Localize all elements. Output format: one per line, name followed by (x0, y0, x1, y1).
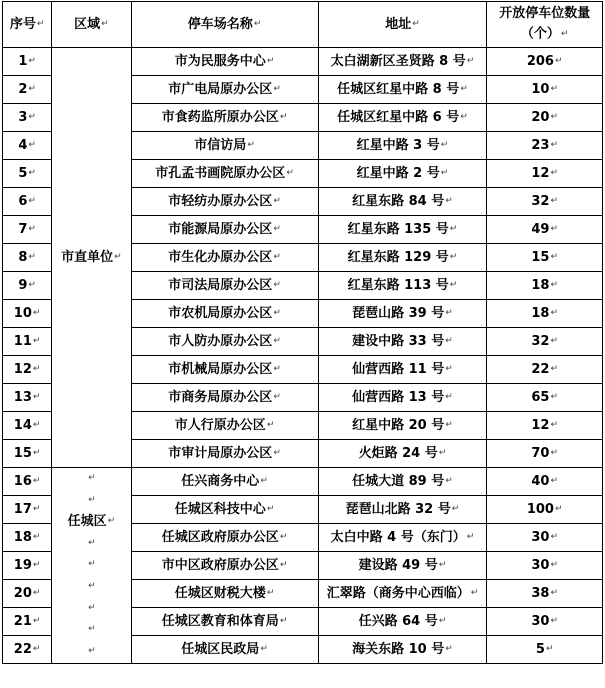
row-name: 任城区教育和体育局↵ (131, 608, 318, 636)
row-address: 红星中路 2 号↵ (318, 160, 487, 188)
row-address: 仙营西路 13 号↵ (318, 384, 487, 412)
row-seq: 15↵ (3, 440, 52, 468)
row-address: 红星东路 129 号↵ (318, 244, 487, 272)
row-address: 红星东路 135 号↵ (318, 216, 487, 244)
row-count: 30↵ (487, 552, 603, 580)
row-seq: 21↵ (3, 608, 52, 636)
row-address: 任城区红星中路 6 号↵ (318, 104, 487, 132)
row-count: 32↵ (487, 188, 603, 216)
row-count: 30↵ (487, 608, 603, 636)
row-seq: 18↵ (3, 524, 52, 552)
row-address: 琵琶山路 39 号↵ (318, 300, 487, 328)
row-name: 市信访局↵ (131, 132, 318, 160)
row-name: 任城区财税大楼↵ (131, 580, 318, 608)
row-seq: 5↵ (3, 160, 52, 188)
row-name: 市食药监所原办公区↵ (131, 104, 318, 132)
row-seq: 20↵ (3, 580, 52, 608)
row-name: 任兴商务中心↵ (131, 468, 318, 496)
row-count: 32↵ (487, 328, 603, 356)
row-name: 市司法局原办公区↵ (131, 272, 318, 300)
row-address: 火炬路 24 号↵ (318, 440, 487, 468)
row-seq: 3↵ (3, 104, 52, 132)
row-seq: 22↵ (3, 636, 52, 664)
table-row (3, 48, 603, 76)
row-address: 红星东路 84 号↵ (318, 188, 487, 216)
row-name: 任城区民政局↵ (131, 636, 318, 664)
row-count: 22↵ (487, 356, 603, 384)
row-seq: 2↵ (3, 76, 52, 104)
row-address: 任兴路 64 号↵ (318, 608, 487, 636)
row-name: 任城区政府原办公区↵ (131, 524, 318, 552)
row-address: 琵琶山北路 32 号↵ (318, 496, 487, 524)
area-cell-city: 市直单位↵ (52, 48, 131, 468)
row-count: 12↵ (487, 160, 603, 188)
row-name: 市为民服务中心↵ (131, 48, 318, 76)
header-row (3, 2, 603, 48)
row-address: 仙营西路 11 号↵ (318, 356, 487, 384)
row-seq: 11↵ (3, 328, 52, 356)
row-name: 市农机局原办公区↵ (131, 300, 318, 328)
row-address: 建设中路 33 号↵ (318, 328, 487, 356)
row-count: 49↵ (487, 216, 603, 244)
row-address: 建设路 49 号↵ (318, 552, 487, 580)
row-address: 汇翠路（商务中心西临）↵ (318, 580, 487, 608)
row-count: 23↵ (487, 132, 603, 160)
row-name: 市人防办原办公区↵ (131, 328, 318, 356)
row-count: 18↵ (487, 272, 603, 300)
row-count: 20↵ (487, 104, 603, 132)
row-address: 海关东路 10 号↵ (318, 636, 487, 664)
row-name: 任城区科技中心↵ (131, 496, 318, 524)
row-address: 任城区红星中路 8 号↵ (318, 76, 487, 104)
header-seq: 序号↵ (3, 2, 52, 48)
row-seq: 13↵ (3, 384, 52, 412)
header-area: 区域↵ (52, 2, 131, 48)
row-seq: 19↵ (3, 552, 52, 580)
area-cell-rencheng: ↵ ↵ 任城区↵ ↵ ↵ ↵ ↵ ↵ ↵ (52, 468, 131, 664)
row-count: 18↵ (487, 300, 603, 328)
row-seq: 1↵ (3, 48, 52, 76)
row-seq: 17↵ (3, 496, 52, 524)
header-count: 开放停车位数量 （个）↵ (487, 2, 603, 48)
row-name: 市中区政府原办公区↵ (131, 552, 318, 580)
row-address: 红星中路 3 号↵ (318, 132, 487, 160)
row-seq: 16↵ (3, 468, 52, 496)
row-seq: 9↵ (3, 272, 52, 300)
row-count: 70↵ (487, 440, 603, 468)
row-name: 市商务局原办公区↵ (131, 384, 318, 412)
row-count: 15↵ (487, 244, 603, 272)
row-seq: 14↵ (3, 412, 52, 440)
row-seq: 8↵ (3, 244, 52, 272)
row-address: 红星东路 113 号↵ (318, 272, 487, 300)
parking-table (2, 1, 603, 664)
row-count: 100↵ (487, 496, 603, 524)
row-address: 太白中路 4 号（东门）↵ (318, 524, 487, 552)
row-name: 市能源局原办公区↵ (131, 216, 318, 244)
row-name: 市孔孟书画院原办公区↵ (131, 160, 318, 188)
row-seq: 4↵ (3, 132, 52, 160)
row-count: 10↵ (487, 76, 603, 104)
table-body (3, 48, 603, 664)
row-name: 市广电局原办公区↵ (131, 76, 318, 104)
row-address: 太白湖新区圣贤路 8 号↵ (318, 48, 487, 76)
row-name: 市轻纺办原办公区↵ (131, 188, 318, 216)
row-count: 65↵ (487, 384, 603, 412)
row-name: 市人行原办公区↵ (131, 412, 318, 440)
row-count: 38↵ (487, 580, 603, 608)
row-seq: 10↵ (3, 300, 52, 328)
row-count: 30↵ (487, 524, 603, 552)
row-address: 任城大道 89 号↵ (318, 468, 487, 496)
row-name: 市生化办原办公区↵ (131, 244, 318, 272)
row-address: 红星中路 20 号↵ (318, 412, 487, 440)
row-seq: 7↵ (3, 216, 52, 244)
row-count: 5↵ (487, 636, 603, 664)
row-seq: 12↵ (3, 356, 52, 384)
header-address: 地址↵ (318, 2, 487, 48)
row-count: 40↵ (487, 468, 603, 496)
table-row (3, 468, 603, 496)
row-name: 市机械局原办公区↵ (131, 356, 318, 384)
row-name: 市审计局原办公区↵ (131, 440, 318, 468)
row-count: 12↵ (487, 412, 603, 440)
row-count: 206↵ (487, 48, 603, 76)
row-seq: 6↵ (3, 188, 52, 216)
header-name: 停车场名称↵ (131, 2, 318, 48)
